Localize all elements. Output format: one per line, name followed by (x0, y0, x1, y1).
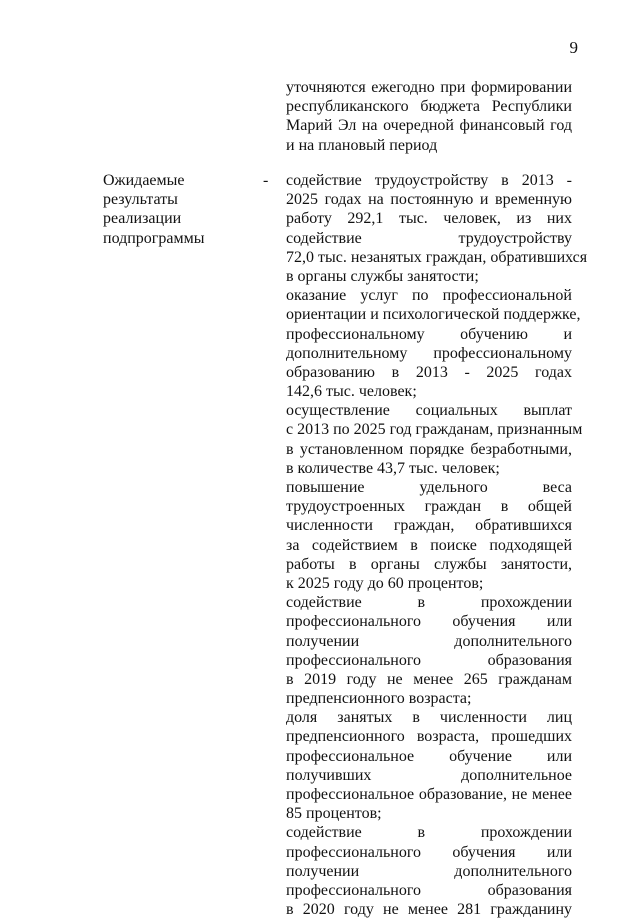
result-line: трудоустроенных граждан в общей (286, 498, 572, 516)
intro-line: Марий Эл на очередной финансовый год (286, 117, 572, 135)
result-line: предпенсионного возраста; (286, 690, 472, 708)
result-line: содействие трудоустройству (286, 229, 572, 247)
result-line: повышение удельного веса (286, 479, 572, 496)
intro-line: и на плановый период (286, 136, 438, 154)
result-line: получении дополнительного (286, 862, 572, 880)
result-line: работу 292,1 тыс. человек, из них (286, 210, 572, 228)
result-line: с 2013 по 2025 год гражданам, признанным (286, 421, 583, 439)
result-line: 142,6 тыс. человек; (286, 383, 417, 401)
result-item (286, 401, 583, 478)
result-line: дополнительному профессиональному (286, 344, 572, 362)
result-line: работы в органы службы занятости, (286, 555, 572, 573)
result-line: в 2019 году не менее 265 гражданам (286, 670, 572, 688)
result-line: профессиональное обучение или (286, 747, 572, 765)
result-line: за содействием в поиске подходящей (286, 536, 572, 554)
result-line: образованию в 2013 - 2025 годах (286, 363, 572, 381)
section-label-line: подпрограммы (103, 229, 205, 247)
result-line: содействие в прохождении (286, 594, 572, 612)
result-line: предпенсионного возраста, прошедших (286, 728, 572, 746)
result-line: содействие в прохождении (286, 824, 572, 842)
expected-results-list (286, 171, 588, 919)
result-line: профессиональное образование, не менее (286, 786, 572, 803)
result-item (286, 478, 572, 593)
label-dash: - (263, 172, 269, 189)
result-line: получивших дополнительное (286, 766, 572, 784)
result-line: в 2020 году не менее 281 гражданину (286, 901, 572, 919)
result-line: к 2025 году до 60 процентов; (286, 574, 484, 592)
result-item (286, 286, 581, 401)
intro-text-block (286, 78, 572, 155)
result-line: оказание услуг по профессиональной (286, 287, 572, 305)
intro-line: республиканского бюджета Республики (286, 98, 572, 116)
page-number: 9 (569, 38, 578, 57)
result-item (286, 171, 588, 286)
result-line: профессионального обучения или (286, 613, 572, 631)
result-line: профессионального обучения или (286, 843, 572, 861)
section-label-line: результаты (103, 191, 178, 209)
result-line: в количестве 43,7 тыс. человек; (286, 459, 500, 477)
section-label-line: реализации (103, 210, 182, 228)
result-line: 2025 годах на постоянную и временную (286, 191, 572, 209)
section-label (103, 171, 243, 248)
result-line: в органы службы занятости; (286, 267, 479, 285)
intro-line: уточняются ежегодно при формировании (286, 79, 572, 96)
result-line: 85 процентов; (286, 805, 382, 823)
result-line: профессионального образования (286, 881, 572, 899)
section-label-line: Ожидаемые (103, 172, 185, 189)
result-item (286, 708, 572, 823)
result-line: 72,0 тыс. незанятых граждан, обратившихся (286, 248, 588, 266)
result-line: доля занятых в численности лиц (286, 709, 572, 727)
result-line: получении дополнительного (286, 632, 572, 650)
result-line: в установленном порядке безработными, (286, 440, 572, 458)
result-item (286, 593, 572, 708)
result-line: осуществление социальных выплат (286, 402, 572, 420)
result-line: профессионального образования (286, 651, 572, 669)
result-line: численности граждан, обратившихся (286, 517, 572, 535)
result-line: профессиональному обучению и (286, 325, 572, 343)
result-line: содействие трудоустройству в 2013 - (286, 172, 572, 189)
result-line: ориентации и психологической поддержке, (286, 306, 581, 324)
